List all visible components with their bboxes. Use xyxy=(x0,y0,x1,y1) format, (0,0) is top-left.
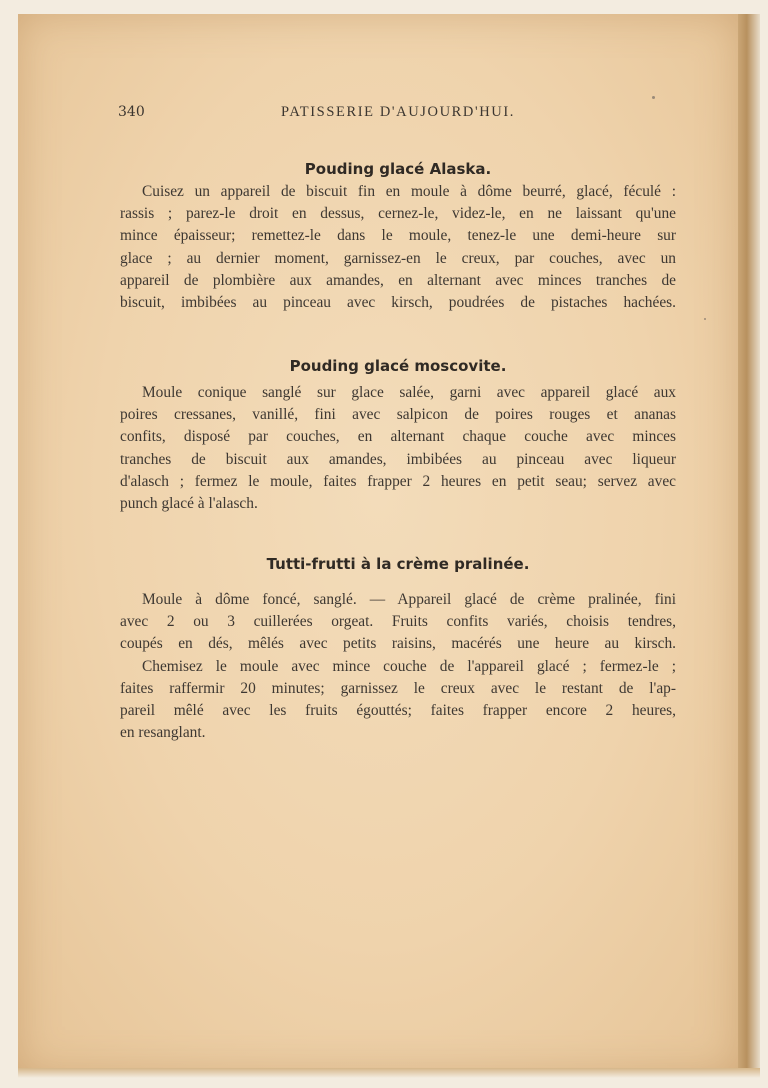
text-line: pareil mêlé avec les fruits égouttés; faites frapper encore 2 heures, xyxy=(120,702,676,720)
section-title-moscovite: Pouding glacé moscovite. xyxy=(289,357,507,375)
text-line: appareil de plombière aux amandes, en alternant avec minces tranches de xyxy=(120,271,676,289)
text-line: poires cressanes, vanillé, fini avec salpicon de poires rouges et ananas xyxy=(120,406,676,424)
text-line: tranches de biscuit aux amandes, imbibées au pinceau avec liqueur xyxy=(120,450,676,468)
text-line: Moule à dôme foncé, sanglé. — Appareil glacé de crème pralinée, fini xyxy=(142,591,676,608)
text-line: Chemisez le moule avec mince couche de l'appareil glacé ; fermez-le ; xyxy=(142,657,676,675)
paper-speck xyxy=(704,318,706,320)
page-number: 340 xyxy=(118,104,145,120)
text-line: faites raffermir 20 minutes; garnissez le creux avec le restant de l'ap- xyxy=(120,679,676,697)
text-line: biscuit, imbibées au pinceau avec kirsch, poudrées de pistaches hachées. xyxy=(120,294,676,312)
text-line: glace ; au dernier moment, garnissez-en le creux, par couches, avec un xyxy=(120,249,676,267)
text-line: avec 2 ou 3 cuillerées orgeat. Fruits confits variés, choisis tendres, xyxy=(120,613,676,631)
page-header xyxy=(118,104,678,128)
running-title: PATISSERIE D'AUJOURD'HUI. xyxy=(280,104,515,120)
section-title-alaska: Pouding glacé Alaska. xyxy=(304,160,492,178)
text-line: d'alasch ; fermez le moule, faites frapper 2 heures en petit seau; servez avec xyxy=(120,472,676,490)
text-line: Cuisez un appareil de biscuit fin en moule à dôme beurré, glacé, féculé : xyxy=(142,183,676,200)
paragraph-tutti-frutti xyxy=(120,589,676,744)
text-line: rassis ; parez-le droit en dessus, cernez-le, videz-le, en ne laissant qu'une xyxy=(120,205,676,223)
text-line: Moule conique sanglé sur glace salée, garni avec appareil glacé aux xyxy=(142,384,676,401)
paragraph-alaska xyxy=(120,181,676,314)
text-line: punch glacé à l'alasch. xyxy=(120,495,258,513)
page-bottom-edge xyxy=(18,1068,760,1078)
paper-speck xyxy=(652,96,655,99)
paragraph-moscovite xyxy=(120,382,676,515)
text-line: coupés en dés, mêlés avec petits raisins, macérés une heure au kirsch. xyxy=(120,635,676,653)
section-title-tutti-frutti: Tutti-frutti à la crème pralinée. xyxy=(266,555,530,573)
page-edge xyxy=(738,14,760,1074)
text-line: confits, disposé par couches, en alternant chaque couche avec minces xyxy=(120,428,676,446)
text-line: en resanglant. xyxy=(120,724,206,742)
text-line: mince épaisseur; remettez-le dans le moule, tenez-le une demi-heure sur xyxy=(120,227,676,245)
